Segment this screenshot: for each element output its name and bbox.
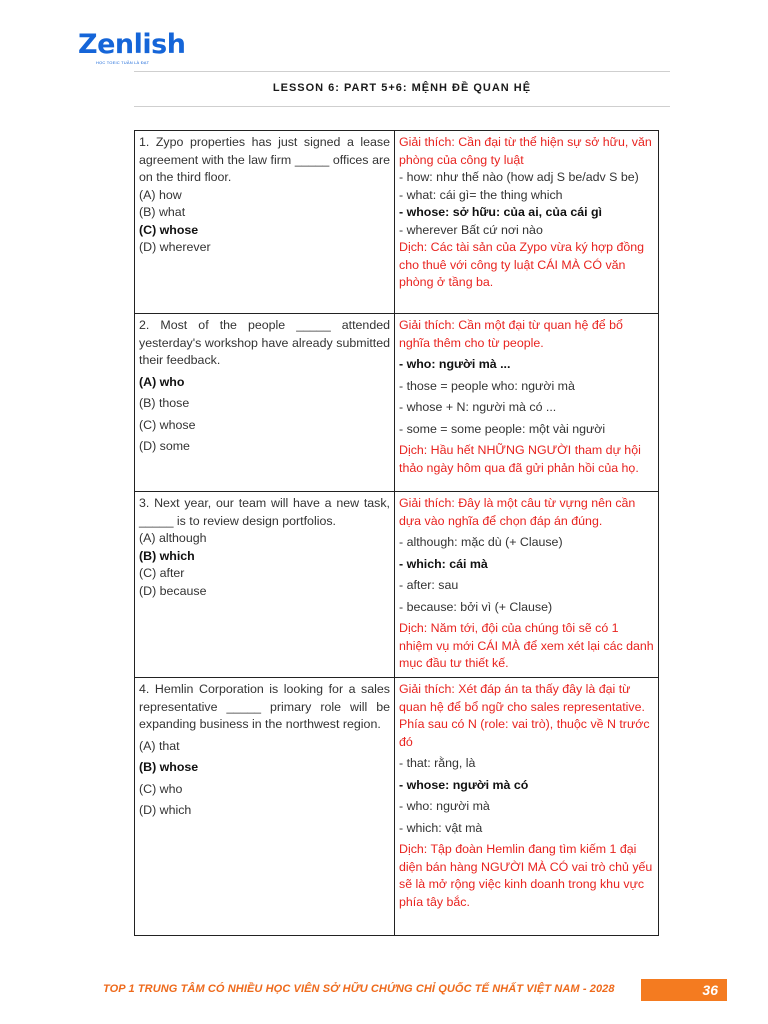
title-divider	[134, 106, 670, 107]
explanation-item: - that: rằng, là	[399, 756, 476, 770]
page-number: 36	[702, 982, 718, 998]
explanation-intro: Giải thích: Xét đáp án ta thấy đây là đại từ quan hệ để bổ ngữ cho sales representative. Phía sau có N (role: vai trò), thuộc về N trước đó	[399, 682, 650, 749]
question-cell	[135, 314, 395, 492]
explanation-item: - what: cái gì= the thing which	[399, 187, 563, 202]
explanation-item: - who: người mà	[399, 799, 490, 813]
explanation-item-correct: - who: người mà ...	[399, 357, 511, 371]
answer-option: (C) after	[139, 566, 185, 580]
answer-option-correct: (C) whose	[139, 222, 199, 237]
translation-text: Dịch: Năm tới, đội của chúng tôi sẽ có 1 nhiệm vụ mới CÁI MÀ để xem xét lại các danh mục đầu tư thiết kế.	[399, 621, 654, 670]
explanation-item: - because: bởi vì (+ Clause)	[399, 599, 553, 614]
footer-slogan: TOP 1 TRUNG TÂM CÓ NHIỀU HỌC VIÊN SỞ HỮU CHỨNG CHỈ QUỐC TẾ NHẤT VIỆT NAM - 2028	[103, 983, 615, 995]
lesson-title: LESSON 6: PART 5+6: MỆNH ĐỀ QUAN HỆ	[272, 82, 532, 94]
question-text: 4. Hemlin Corporation is looking for a sales representative _____ primary role will be expanding business in the northwest region.	[139, 682, 390, 731]
answer-option: (A) how	[139, 187, 182, 202]
answer-option: (D) because	[139, 583, 207, 598]
explanation-item: - whose + N: người mà có ...	[399, 400, 557, 414]
question-table	[134, 130, 659, 936]
explanation-item: - wherever Bất cứ nơi nào	[399, 222, 543, 237]
answer-option: (C) whose	[139, 417, 196, 432]
answer-option: (B) what	[139, 205, 186, 219]
answer-option: (D) wherever	[139, 240, 211, 254]
answer-option: (A) that	[139, 738, 180, 753]
answer-option: (C) who	[139, 781, 183, 796]
zenlish-logo: Zenlish	[78, 29, 186, 60]
question-row	[135, 678, 659, 936]
answer-option: (B) those	[139, 396, 190, 410]
question-text: 2. Most of the people _____ attended yesterday's workshop have already submitted their feedback.	[139, 318, 390, 367]
translation-text: Dịch: Hầu hết NHỮNG NGƯỜI tham dự hội thảo ngày hôm qua đã gửi phản hồi của họ.	[399, 443, 641, 475]
question-row	[135, 314, 659, 492]
explanation-cell	[395, 131, 659, 314]
answer-option-correct: (B) which	[139, 548, 195, 563]
question-cell	[135, 131, 395, 314]
answer-option: (D) some	[139, 439, 190, 453]
answer-option-correct: (B) whose	[139, 760, 199, 774]
question-row	[135, 131, 659, 314]
answer-option: (A) although	[139, 531, 207, 545]
question-text: 1. Zypo properties has just signed a lease agreement with the law firm _____ offices are on the third floor.	[139, 135, 390, 184]
explanation-cell	[395, 314, 659, 492]
explanation-item: - those = people who: người mà	[399, 378, 575, 393]
explanation-item-correct: - whose: người mà có	[399, 777, 529, 792]
question-text: 3. Next year, our team will have a new task, _____ is to review design portfolios.	[139, 496, 390, 528]
answer-option: (D) which	[139, 803, 192, 817]
explanation-intro: Giải thích: Cần đại từ thể hiện sự sở hữu, văn phòng của công ty luật	[399, 135, 652, 167]
explanation-item: - how: như thế nào (how adj S be/adv S be)	[399, 170, 639, 184]
page-number-badge	[641, 979, 727, 1001]
explanation-cell	[395, 492, 659, 678]
translation-text: Dịch: Tập đoàn Hemlin đang tìm kiếm 1 đại diện bán hàng NGƯỜI MÀ CÓ vai trò chủ yếu sẽ là mở rộng việc kinh doanh trong khu vực phía tây bắc.	[399, 842, 653, 909]
question-row	[135, 492, 659, 678]
translation-text: Dịch: Các tài sản của Zypo vừa ký hợp đồng cho thuê với công ty luật CÁI MÀ CÓ văn phòng ở tầng ba.	[399, 240, 645, 289]
logo-tagline: HỌC TOEIC TUẦN LÀ ĐẠT	[96, 60, 150, 65]
explanation-item: - after: sau	[399, 578, 459, 592]
explanation-item: - which: vật mà	[399, 820, 483, 835]
explanation-item: - some = some people: một vài người	[399, 421, 606, 436]
question-cell	[135, 678, 395, 936]
question-cell	[135, 492, 395, 678]
explanation-item: - although: mặc dù (+ Clause)	[399, 535, 563, 549]
explanation-intro: Giải thích: Cần một đại từ quan hệ để bổ nghĩa thêm cho từ people.	[399, 318, 623, 350]
header-divider	[134, 71, 670, 72]
answer-option-correct: (A) who	[139, 374, 185, 389]
explanation-item-correct: - whose: sở hữu: của ai, của cái gì	[399, 205, 602, 219]
explanation-intro: Giải thích: Đây là một câu từ vựng nên cần dựa vào nghĩa để chọn đáp án đúng.	[399, 496, 636, 528]
explanation-item-correct: - which: cái mà	[399, 556, 488, 571]
explanation-cell	[395, 678, 659, 936]
